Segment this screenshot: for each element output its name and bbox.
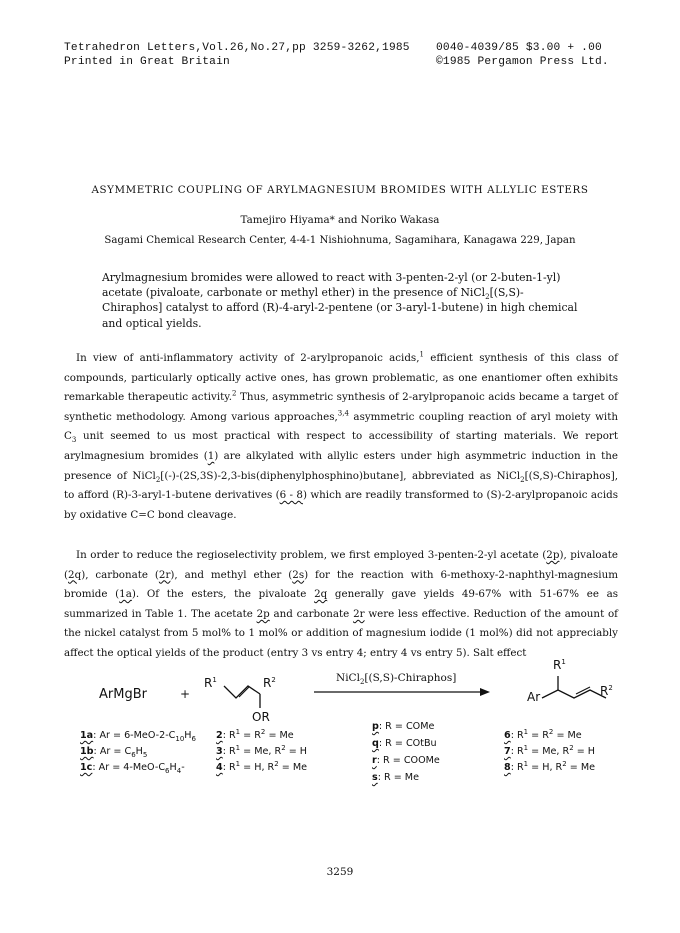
label-r: r: R = COOMe [372, 755, 440, 766]
reference-2[interactable]: 2 [231, 389, 237, 398]
reference-1[interactable]: 1 [419, 350, 424, 359]
label-7: 7: $R^1 = Me$, $R^2 = H$ [504, 743, 596, 757]
product-skeleton [528, 672, 628, 712]
plus-sign: + [180, 687, 191, 701]
affiliation: Sagami Chemical Research Center, 4-4-1 Nishiohnuma, Sagamihara, Kanagawa 229, Japan [104, 235, 576, 246]
label-3: 3: $R^1 = Me$, $R^2 = H$ [216, 743, 308, 757]
substrate-or: OR [252, 710, 270, 724]
reagent-armgbr: ArMgBr [99, 687, 147, 702]
label-8: 8: $R^1 = H$, $R^2 = Me$ [504, 759, 596, 773]
label-2: 2: $R^1 = R^2 = Me$ [216, 727, 294, 741]
price-code: 0040-4039/85 $3.00 + .00 [436, 42, 602, 54]
label-s: s: R = Me [372, 772, 419, 783]
compound-1: 1 [207, 449, 215, 462]
label-q: q: R = COtBu [372, 738, 437, 749]
abstract: Arylmagnesium bromides were allowed to react with 3-penten-2-yl (or 2-buten-1-yl) acetate (pivaloate, carbonate or methyl ether) in the presence of NiCl$_2$[(S,S)-Chiraphos] catalyst to afford (R)-4-aryl-2-pentene (or 3-aryl-1-butene) in high chemical and optical yields. [102, 271, 578, 330]
labels-r-group [372, 718, 440, 786]
product-r2: $R^2$ [600, 684, 613, 698]
page-number: 3259 [326, 866, 354, 878]
product-ar: Ar [527, 690, 541, 704]
copyright-notice: ©1985 Pergamon Press Ltd. [436, 56, 609, 68]
label-1c: 1c: $Ar = 4-MeO-C_6H_4-$ [80, 762, 185, 775]
journal-header [64, 41, 410, 69]
substrate-r2: $R^2$ [263, 676, 276, 690]
journal-citation: Tetrahedron Letters,Vol.26,No.27,pp 3259-3262,1985 [64, 42, 410, 54]
label-4: 4: $R^1 = H$, $R^2 = Me$ [216, 759, 308, 773]
reference-3-4[interactable]: 3,4 [337, 409, 349, 418]
labels-product [504, 728, 595, 776]
substrate-r1: $R^1$ [204, 676, 217, 690]
label-p: p: R = COMe [372, 721, 435, 732]
authors: Tamejiro Hiyama* and Noriko Wakasa [240, 214, 440, 226]
reaction-scheme [0, 660, 680, 790]
catalyst-label: NiCl$_2$[(S,S)-Chiraphos] [336, 672, 457, 687]
labels-substrate [216, 728, 307, 776]
label-1a: 1a: $Ar = 6-MeO-2-C_{10}H_6$ [80, 730, 196, 743]
copyright-block [436, 41, 609, 69]
labels-aryl [80, 728, 196, 776]
product-r1: $R^1$ [553, 658, 566, 672]
printed-in: Printed in Great Britain [64, 56, 230, 68]
reaction-arrow [312, 686, 492, 698]
label-6: 6: $R^1 = R^2 = Me$ [504, 727, 582, 741]
article-title: ASYMMETRIC COUPLING OF ARYLMAGNESIUM BROMIDES WITH ALLYLIC ESTERS [91, 184, 589, 196]
body-paragraph-2: In order to reduce the regioselectivity problem, we first employed 3-penten-2-yl acetate (2p), pivaloate (2q), carbonate (2r), and methyl ether (2s) for the reaction with 6-methoxy-2-naphthyl-magnesium bromide (1a). Of the esters, the pivaloate 2q generally gave yields 49-67% with 51-67% ee as summarized in Table 1. The acetate 2p and carbonate 2r were less effective. Reduction of the amount of the nickel catalyst from 5 mol% to 1 mol% or addition of magnesium iodide (1 mol%) did not appreciably affect the optical yields of the product (entry 3 vs entry 4; entry 4 vs entry 5). Salt effect [64, 549, 619, 659]
label-1b: 1b: $Ar = C_6H_5$ [80, 746, 148, 759]
compound-6-8: 6 - 8 [279, 489, 303, 502]
body-paragraph-1: In view of anti-inflammatory activity of 2-arylpropanoic acids,$^1$ efficient synthesis of this class of compounds, particularly optically active ones, has grown problematic, as one enantiomer often exhibits remarkable therapeutic activity.$^2$ Thus, asymmetric synthesis of 2-arylpropanoic acids became a target of synthetic methodology. Among various approaches,$^{3,4}$ asymmetric coupling reaction of aryl moiety with $C_3$ unit seemed to us most practical with respect to accessibility of starting materials. We report arylmagnesium bromides (1) are alkylated with allylic esters under high asymmetric induction in the presence of NiCl$_2$[(-)-(2S,3S)-2,3-bis(diphenylphosphino)butane], abbreviated as NiCl$_2$[(S,S)-Chiraphos], to afford (R)-3-aryl-1-butene derivatives (6 - 8) which are readily transformed to (S)-2-arylpropanoic acids by oxidative C=C bond cleavage. [64, 350, 618, 521]
